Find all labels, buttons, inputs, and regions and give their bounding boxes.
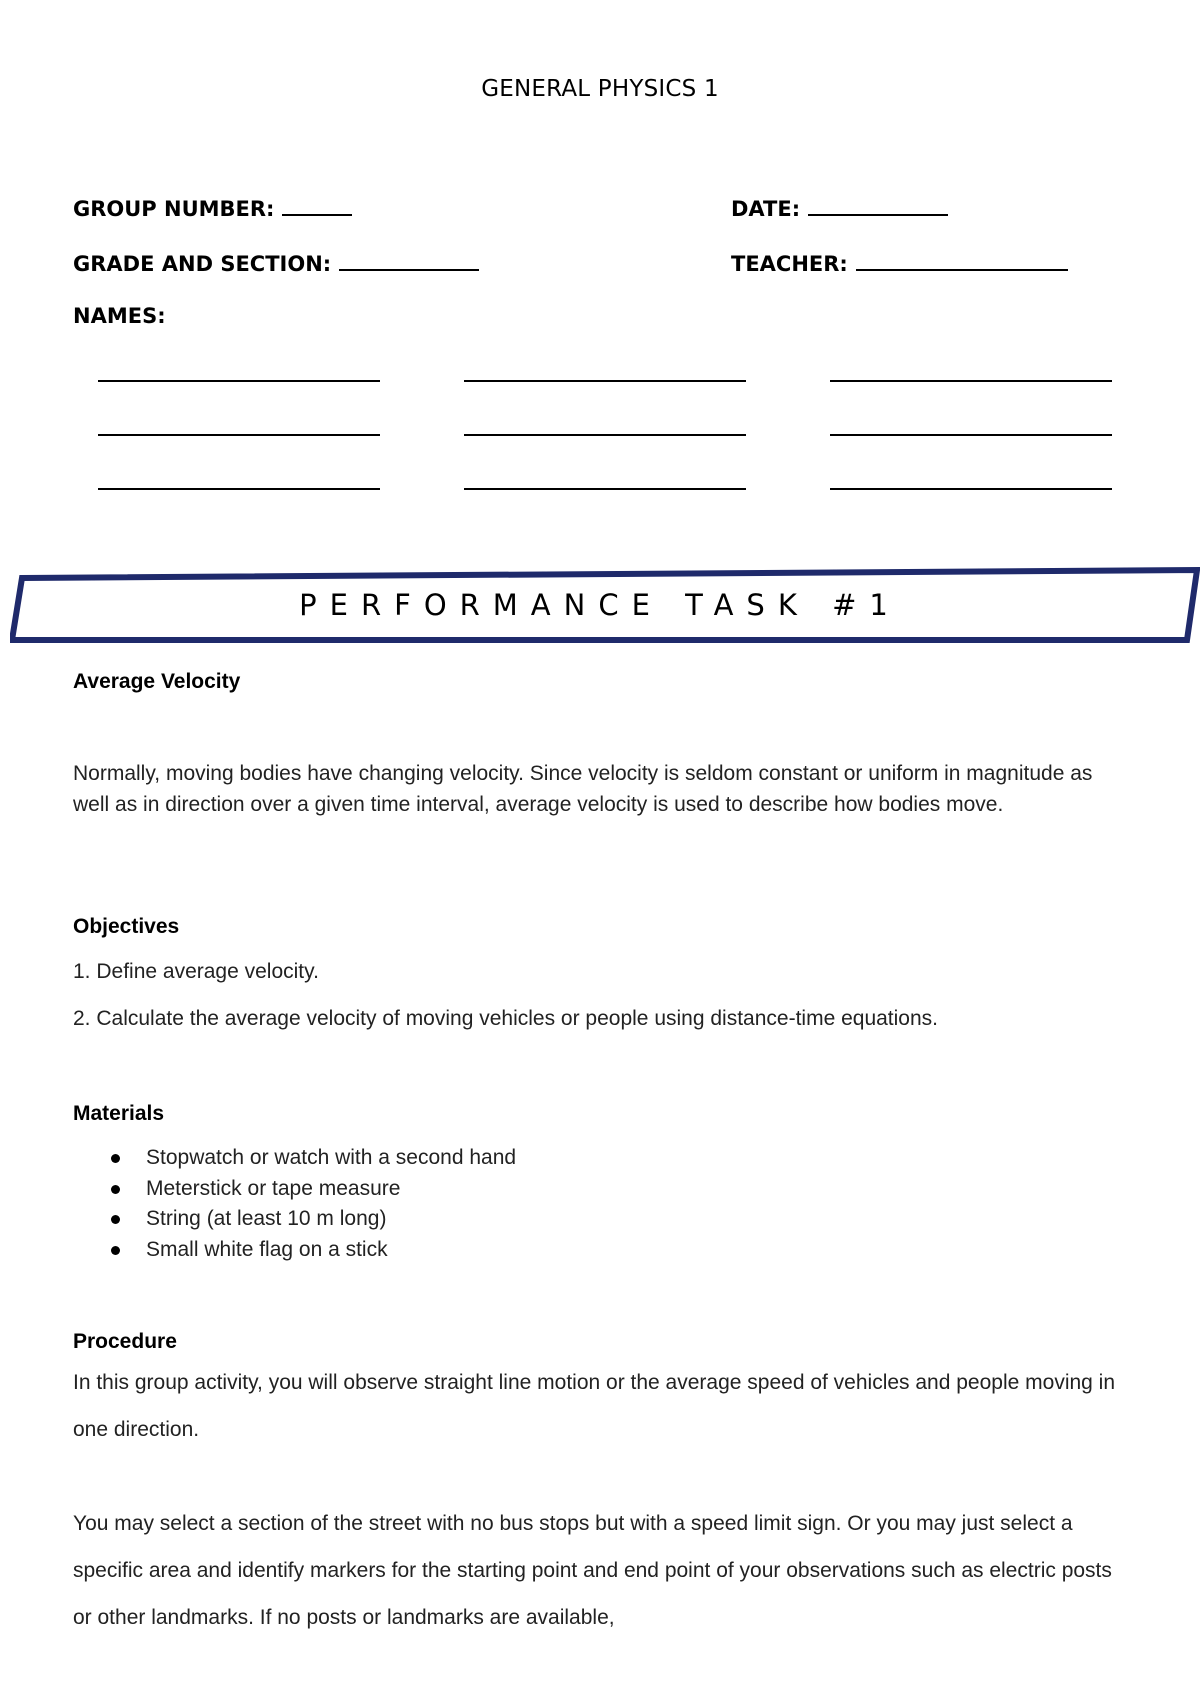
materials-list: [73, 1143, 516, 1265]
bullet-icon: [111, 1246, 120, 1255]
objective-item: 1. Define average velocity.: [73, 960, 319, 983]
names-label: NAMES:: [73, 304, 166, 328]
name-blank-line[interactable]: [98, 488, 380, 490]
name-blank-line[interactable]: [98, 434, 380, 436]
average-velocity-heading: Average Velocity: [73, 670, 241, 693]
name-blank-line[interactable]: [464, 488, 746, 490]
grade-section-field: [73, 249, 479, 276]
procedure-paragraph: In this group activity, you will observe straight line motion or the average speed of vehicles and people moving in one direction.: [73, 1371, 1116, 1441]
date-blank[interactable]: [808, 194, 948, 216]
material-item-label: String (at least 10 m long): [146, 1207, 387, 1230]
list-item: [73, 1143, 516, 1174]
names-field: [73, 304, 166, 328]
document-title: GENERAL PHYSICS 1: [481, 76, 719, 102]
group-number-field: [73, 194, 352, 221]
grade-section-blank[interactable]: [339, 249, 479, 271]
date-field: [731, 194, 948, 221]
material-item-label: Stopwatch or watch with a second hand: [146, 1146, 517, 1169]
group-number-label: GROUP NUMBER:: [73, 197, 275, 221]
average-velocity-paragraph: Normally, moving bodies have changing velocity. Since velocity is seldom constant or uniform in magnitude as well as in direction over a given time interval, average velocity is used to describe how bodies move.: [73, 762, 1093, 816]
procedure-heading: Procedure: [73, 1330, 177, 1353]
teacher-label: TEACHER:: [731, 252, 848, 276]
list-item: [73, 1174, 516, 1205]
objectives-heading: Objectives: [73, 915, 180, 938]
bullet-icon: [111, 1215, 120, 1224]
list-item: [73, 1235, 516, 1266]
teacher-field: [731, 249, 1068, 276]
objective-item: 2. Calculate the average velocity of moving vehicles or people using distance-time equations.: [73, 1007, 938, 1030]
bullet-icon: [111, 1154, 120, 1163]
group-number-blank[interactable]: [282, 194, 352, 216]
name-blank-line[interactable]: [830, 488, 1112, 490]
performance-task-title: PERFORMANCE TASK #1: [299, 588, 901, 622]
name-blank-line[interactable]: [98, 380, 380, 382]
name-blank-line[interactable]: [830, 380, 1112, 382]
materials-heading: Materials: [73, 1102, 165, 1125]
name-blank-line[interactable]: [830, 434, 1112, 436]
material-item-label: Meterstick or tape measure: [146, 1176, 401, 1200]
bullet-icon: [111, 1185, 120, 1194]
material-item-label: Small white flag on a stick: [146, 1237, 388, 1261]
name-blank-line[interactable]: [464, 434, 746, 436]
name-blank-line[interactable]: [464, 380, 746, 382]
list-item: [73, 1204, 516, 1235]
teacher-blank[interactable]: [856, 249, 1068, 271]
date-label: DATE:: [731, 197, 801, 221]
grade-section-label: GRADE AND SECTION:: [73, 252, 332, 276]
procedure-paragraph: You may select a section of the street with no bus stops but with a speed limit sign. Or you may just select a specific area and identify markers for the starting point and end point of your observations such as electric posts or other landmarks. If no posts or landmarks are available,: [73, 1512, 1112, 1629]
